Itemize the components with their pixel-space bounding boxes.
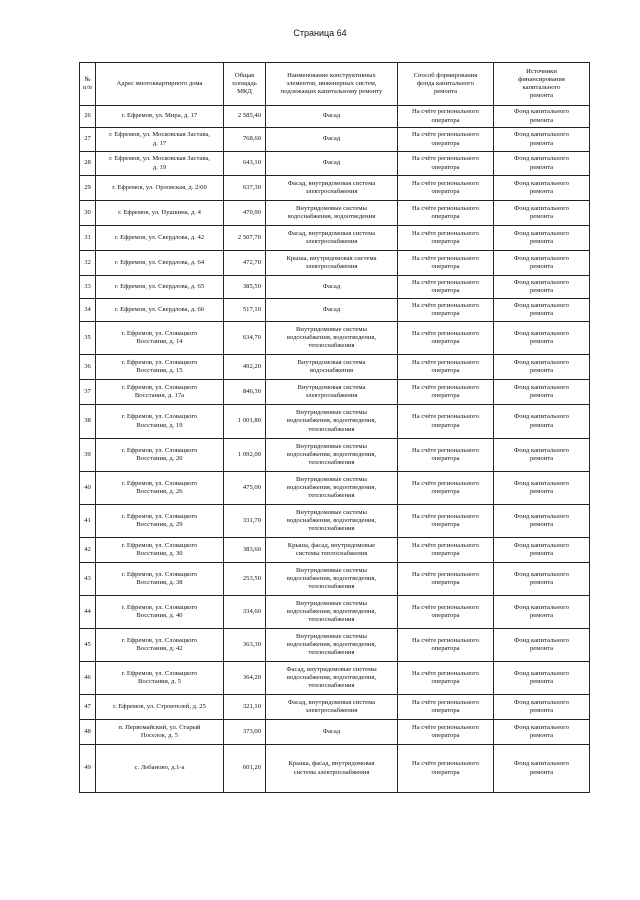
row-number: 29 — [80, 176, 96, 201]
row-address: г. Ефремов, ул. Словацкого Восстания, д. 19 — [96, 405, 224, 439]
row-funding-source: Фонд капитального ремонта — [494, 176, 590, 201]
page-title: Страница 64 — [293, 28, 347, 38]
row-address: г. Ефремов, ул. Свердлова, д. 66 — [96, 299, 224, 322]
row-funding-source: Фонд капитального ремонта — [494, 276, 590, 299]
row-area: 2 585,40 — [224, 106, 266, 128]
table-row — [80, 439, 590, 472]
row-funding-method: На счёте регионального оператора — [398, 201, 494, 226]
row-works: Крыша, фасад, внутридомовая система электроснабжения — [266, 745, 398, 793]
row-area: 321,10 — [224, 695, 266, 720]
row-address: г. Ефремов, ул. Свердлова, д. 64 — [96, 251, 224, 276]
row-funding-source: Фонд капитального ремонта — [494, 563, 590, 596]
row-number: 38 — [80, 405, 96, 439]
row-funding-source: Фонд капитального ремонта — [494, 226, 590, 251]
header-row — [80, 63, 590, 106]
table-row — [80, 201, 590, 226]
row-number: 32 — [80, 251, 96, 276]
row-funding-method: На счёте регионального оператора — [398, 472, 494, 505]
row-works: Фасад, внутридомовая система электроснабжения — [266, 695, 398, 720]
table-row — [80, 505, 590, 538]
table-row — [80, 276, 590, 299]
row-works: Фасад — [266, 276, 398, 299]
row-funding-method: На счёте регионального оператора — [398, 596, 494, 629]
row-funding-method: На счёте регионального оператора — [398, 695, 494, 720]
row-address: г. Ефремов, ул. Словацкого Восстания, д. 30 — [96, 538, 224, 563]
row-number: 48 — [80, 720, 96, 745]
row-funding-method: На счёте регионального оператора — [398, 152, 494, 176]
row-area: 470,90 — [224, 201, 266, 226]
row-address: г. Ефремов, ул. Словацкого Восстания, д. 26 — [96, 472, 224, 505]
row-number: 31 — [80, 226, 96, 251]
row-number: 49 — [80, 745, 96, 793]
row-funding-method: На счёте регионального оператора — [398, 538, 494, 563]
row-address: г. Ефремов, ул. Мира, д. 17 — [96, 106, 224, 128]
table-row — [80, 152, 590, 176]
row-address: г. Ефремов, ул. Словацкого Восстания, д. 40 — [96, 596, 224, 629]
row-works: Внутридомовые системы водоснабжения, водоотведения, теплоснабжения — [266, 596, 398, 629]
repair-register-table — [79, 62, 590, 793]
row-address: г. Ефремов, ул. Словацкого Восстания, д. 5 — [96, 662, 224, 695]
row-funding-method: На счёте регионального оператора — [398, 128, 494, 152]
row-number: 44 — [80, 596, 96, 629]
row-area: 643,10 — [224, 152, 266, 176]
row-works: Фасад, внутридомовая система электроснабжения — [266, 176, 398, 201]
header-address: Адрес многоквартирного дома — [96, 63, 224, 106]
row-number: 39 — [80, 439, 96, 472]
header-works: Наименование конструктивных элементов, инженерных систем, подлежащих капитальному ремонту — [266, 63, 398, 106]
table-row — [80, 251, 590, 276]
row-works: Внутридомовые системы водоснабжения, водоотведения, теплоснабжения — [266, 405, 398, 439]
row-number: 36 — [80, 355, 96, 380]
row-funding-source: Фонд капитального ремонта — [494, 596, 590, 629]
table-row — [80, 662, 590, 695]
row-works: Фасад — [266, 106, 398, 128]
row-funding-method: На счёте регионального оператора — [398, 662, 494, 695]
row-works: Внутридомовые системы водоснабжения, водоотведения, теплоснабжения — [266, 563, 398, 596]
header-method: Способ формирования фонда капитального ремонта — [398, 63, 494, 106]
row-number: 45 — [80, 629, 96, 662]
row-area: 253,50 — [224, 563, 266, 596]
row-works: Фасад — [266, 299, 398, 322]
row-funding-source: Фонд капитального ремонта — [494, 106, 590, 128]
row-funding-method: На счёте регионального оператора — [398, 439, 494, 472]
row-funding-method: На счёте регионального оператора — [398, 745, 494, 793]
row-works: Внутридомовые системы водоснабжения, водоотведения — [266, 201, 398, 226]
row-area: 634,70 — [224, 322, 266, 355]
row-number: 46 — [80, 662, 96, 695]
row-number: 33 — [80, 276, 96, 299]
table-header — [80, 63, 590, 106]
row-funding-method: На счёте регионального оператора — [398, 380, 494, 405]
row-funding-method: На счёте регионального оператора — [398, 355, 494, 380]
row-works: Фасад, внутридомовая система электроснабжения — [266, 226, 398, 251]
row-number: 34 — [80, 299, 96, 322]
row-address: г. Ефремов, ул. Московская Застава, д. 17 — [96, 128, 224, 152]
row-area: 1 001,80 — [224, 405, 266, 439]
row-funding-method: На счёте регионального оператора — [398, 176, 494, 201]
row-works: Фасад — [266, 720, 398, 745]
row-number: 35 — [80, 322, 96, 355]
row-funding-method: На счёте регионального оператора — [398, 322, 494, 355]
row-funding-source: Фонд капитального ремонта — [494, 299, 590, 322]
row-funding-source: Фонд капитального ремонта — [494, 405, 590, 439]
row-funding-source: Фонд капитального ремонта — [494, 745, 590, 793]
row-funding-method: На счёте регионального оператора — [398, 276, 494, 299]
row-address: п. Первомайский, ул. Старый Поселок, д. 5 — [96, 720, 224, 745]
table-row — [80, 596, 590, 629]
row-funding-source: Фонд капитального ремонта — [494, 505, 590, 538]
table-row — [80, 405, 590, 439]
row-funding-source: Фонд капитального ремонта — [494, 322, 590, 355]
row-funding-source: Фонд капитального ремонта — [494, 128, 590, 152]
row-area: 517,10 — [224, 299, 266, 322]
row-funding-source: Фонд капитального ремонта — [494, 538, 590, 563]
row-works: Крыша, внутридомовая система электроснабжения — [266, 251, 398, 276]
row-funding-method: На счёте регионального оператора — [398, 505, 494, 538]
table-row — [80, 128, 590, 152]
row-address: г. Ефремов, ул. Словацкого Восстания, д. 15 — [96, 355, 224, 380]
table-row — [80, 176, 590, 201]
row-area: 601,20 — [224, 745, 266, 793]
table-row — [80, 380, 590, 405]
row-area: 373,00 — [224, 720, 266, 745]
row-funding-method: На счёте регионального оператора — [398, 405, 494, 439]
row-area: 363,30 — [224, 629, 266, 662]
row-address: г. Ефремов, ул. Пушкина, д. 4 — [96, 201, 224, 226]
row-area: 492,20 — [224, 355, 266, 380]
row-number: 26 — [80, 106, 96, 128]
row-works: Фасад, внутридомовые системы водоснабжения, водоотведения, теплоснабжения — [266, 662, 398, 695]
table-row — [80, 695, 590, 720]
table-row — [80, 563, 590, 596]
row-address: г. Ефремов, ул. Орловская, д. 2/60 — [96, 176, 224, 201]
table-row — [80, 299, 590, 322]
row-number: 40 — [80, 472, 96, 505]
row-works: Внутридомовая система электроснабжения — [266, 380, 398, 405]
row-address: г. Ефремов, ул. Строителей, д. 25 — [96, 695, 224, 720]
row-address: г. Ефремов, ул. Свердлова, д. 42 — [96, 226, 224, 251]
row-number: 30 — [80, 201, 96, 226]
row-area: 1 092,00 — [224, 439, 266, 472]
row-funding-source: Фонд капитального ремонта — [494, 472, 590, 505]
row-address: с. Лобаново, д.1-а — [96, 745, 224, 793]
row-funding-method: На счёте регионального оператора — [398, 226, 494, 251]
row-funding-source: Фонд капитального ремонта — [494, 152, 590, 176]
row-address: г. Ефремов, ул. Свердлова, д. 65 — [96, 276, 224, 299]
row-number: 42 — [80, 538, 96, 563]
row-number: 28 — [80, 152, 96, 176]
header-area: Общая площадь МКД — [224, 63, 266, 106]
row-works: Фасад — [266, 128, 398, 152]
header-num: № п/п — [80, 63, 96, 106]
row-address: г. Ефремов, ул. Словацкого Восстания, д. 42 — [96, 629, 224, 662]
row-address: г. Ефремов, ул. Московская Застава, д. 19 — [96, 152, 224, 176]
table-row — [80, 106, 590, 128]
row-works: Внутридомовые системы водоснабжения, водоотведения, теплоснабжения — [266, 505, 398, 538]
table-body — [80, 106, 590, 793]
row-funding-method: На счёте регионального оператора — [398, 299, 494, 322]
table-row — [80, 322, 590, 355]
row-area: 334,60 — [224, 596, 266, 629]
row-address: г. Ефремов, ул. Словацкого Восстания, д. 38 — [96, 563, 224, 596]
table-row — [80, 226, 590, 251]
row-number: 27 — [80, 128, 96, 152]
row-area: 475,00 — [224, 472, 266, 505]
row-area: 472,70 — [224, 251, 266, 276]
row-funding-source: Фонд капитального ремонта — [494, 695, 590, 720]
row-works: Фасад — [266, 152, 398, 176]
row-address: г. Ефремов, ул. Словацкого Восстания, д. 29 — [96, 505, 224, 538]
row-area: 768,60 — [224, 128, 266, 152]
row-area: 385,50 — [224, 276, 266, 299]
row-funding-method: На счёте регионального оператора — [398, 251, 494, 276]
row-area: 383,60 — [224, 538, 266, 563]
row-funding-source: Фонд капитального ремонта — [494, 251, 590, 276]
row-works: Внутридомовые системы водоснабжения, водоотведения, теплоснабжения — [266, 322, 398, 355]
row-number: 41 — [80, 505, 96, 538]
table-row — [80, 745, 590, 793]
row-number: 43 — [80, 563, 96, 596]
row-area: 637,30 — [224, 176, 266, 201]
row-address: г. Ефремов, ул. Словацкого Восстания, д. 17а — [96, 380, 224, 405]
row-funding-method: На счёте регионального оператора — [398, 563, 494, 596]
row-works: Внутридомовые системы водоснабжения, водоотведения, теплоснабжения — [266, 472, 398, 505]
row-area: 331,70 — [224, 505, 266, 538]
table-row — [80, 629, 590, 662]
row-works: Внутридомовая система водоснабжения — [266, 355, 398, 380]
table-row — [80, 720, 590, 745]
row-number: 47 — [80, 695, 96, 720]
row-number: 37 — [80, 380, 96, 405]
row-area: 2 507,70 — [224, 226, 266, 251]
row-address: г. Ефремов, ул. Словацкого Восстания, д. 14 — [96, 322, 224, 355]
row-works: Внутридомовые системы водоснабжения, водоотведения, теплоснабжения — [266, 629, 398, 662]
row-area: 364,20 — [224, 662, 266, 695]
row-funding-method: На счёте регионального оператора — [398, 629, 494, 662]
row-funding-method: На счёте регионального оператора — [398, 106, 494, 128]
table-row — [80, 472, 590, 505]
row-funding-source: Фонд капитального ремонта — [494, 201, 590, 226]
row-funding-source: Фонд капитального ремонта — [494, 662, 590, 695]
table-row — [80, 538, 590, 563]
row-funding-source: Фонд капитального ремонта — [494, 629, 590, 662]
row-funding-source: Фонд капитального ремонта — [494, 439, 590, 472]
table-row — [80, 355, 590, 380]
row-works: Крыша, фасад, внутридомовые системы теплоснабжения — [266, 538, 398, 563]
row-funding-source: Фонд капитального ремонта — [494, 355, 590, 380]
row-funding-source: Фонд капитального ремонта — [494, 720, 590, 745]
row-funding-method: На счёте регионального оператора — [398, 720, 494, 745]
row-address: г. Ефремов, ул. Словацкого Восстания, д. 20 — [96, 439, 224, 472]
row-funding-source: Фонд капитального ремонта — [494, 380, 590, 405]
row-area: 846,30 — [224, 380, 266, 405]
header-source: Источники финансирования капитального ремонта — [494, 63, 590, 106]
row-works: Внутридомовые системы водоснабжения, водоотведения, теплоснабжения — [266, 439, 398, 472]
